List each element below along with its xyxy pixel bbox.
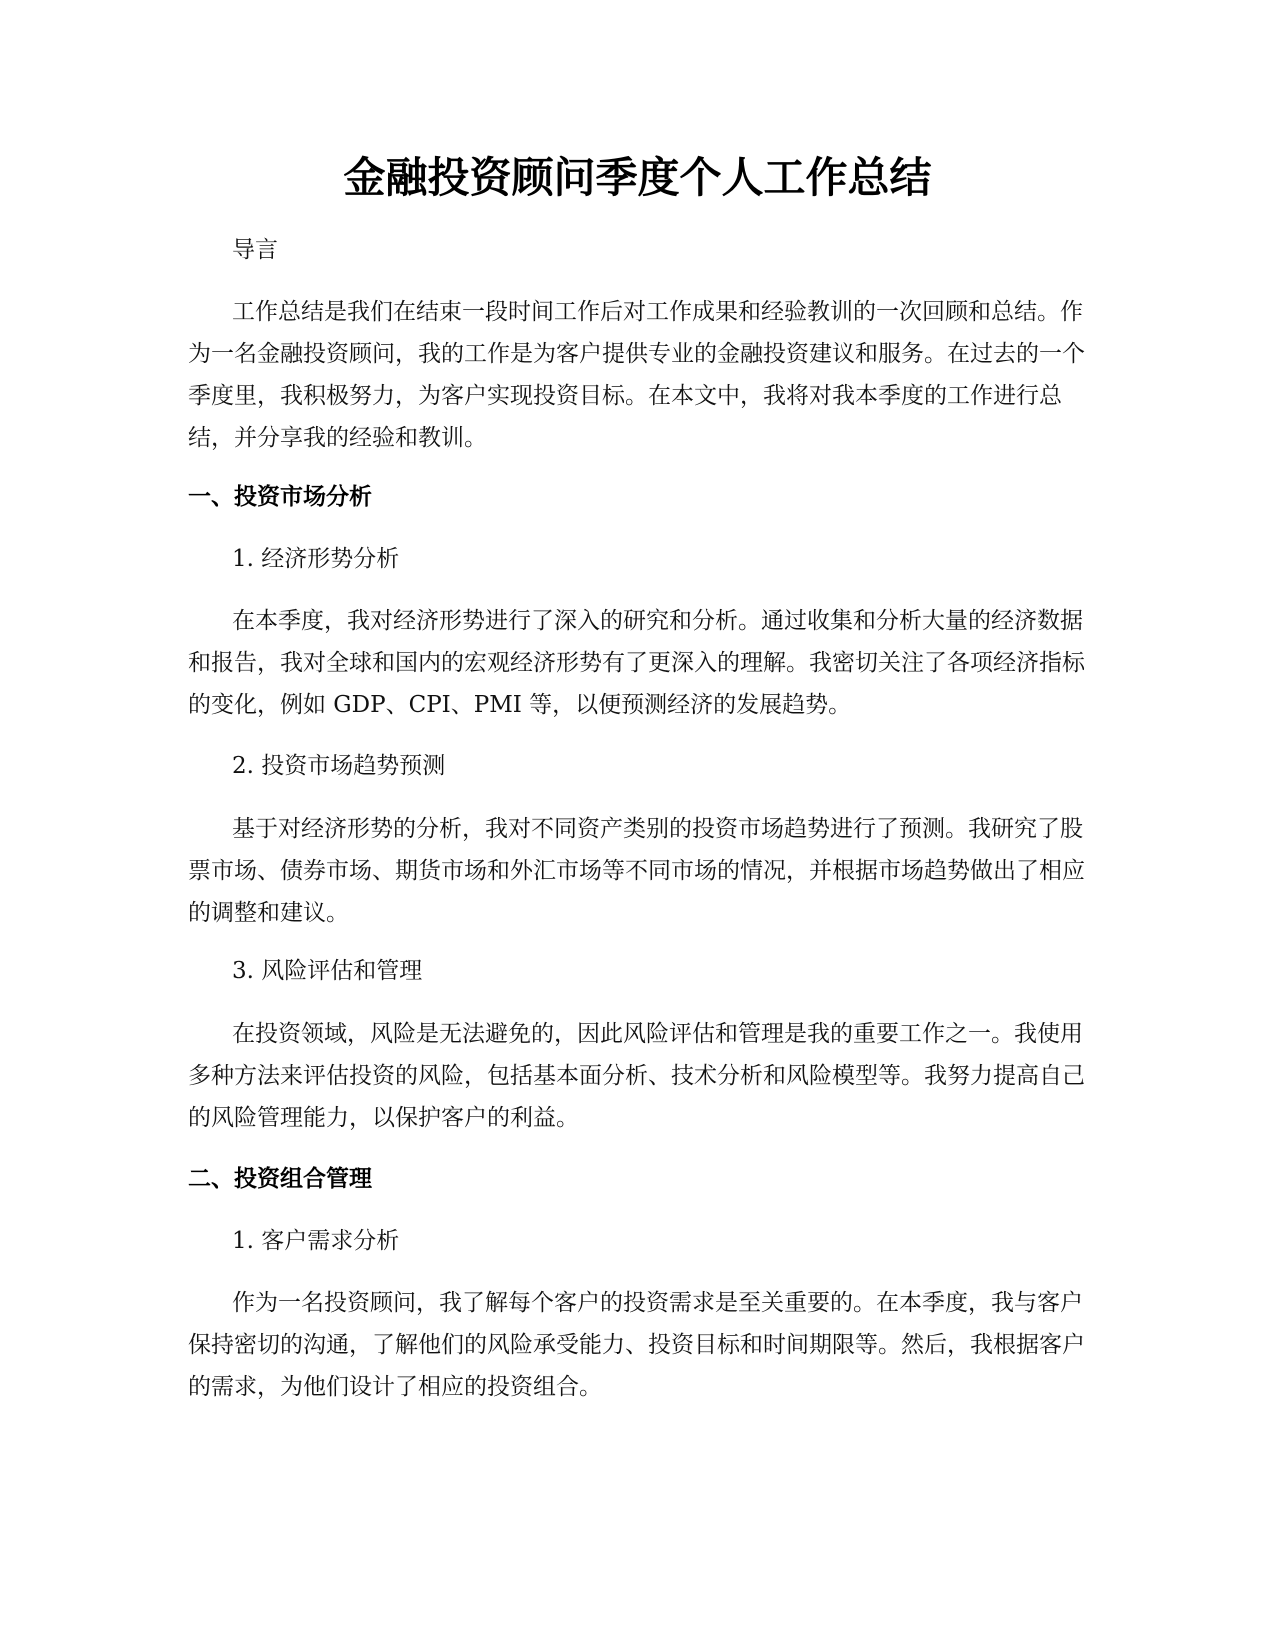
document-title: 金融投资顾问季度个人工作总结 [343,153,932,202]
paragraph-market-trend: 基于对经济形势的分析，我对不同资产类别的投资市场趋势进行了预测。我研究了股票市场、债券市场、期货市场和外汇市场等不同市场的情况，并根据市场趋势做出了相应的调整和建议。 [188,816,1085,926]
subsection-label-risk: 3. 风险评估和管理 [232,958,423,984]
subsection-label-market-trend: 2. 投资市场趋势预测 [232,753,446,779]
intro-label: 导言 [232,237,278,263]
subsection-label-client-needs: 1. 客户需求分析 [232,1228,400,1254]
section-heading-portfolio: 二、投资组合管理 [188,1166,372,1192]
paragraph-economy: 在本季度，我对经济形势进行了深入的研究和分析。通过收集和分析大量的经济数据和报告，我对全球和国内的宏观经济形势有了更深入的理解。我密切关注了各项经济指标的变化，例如 GDP、CPI、PMI 等，以便预测经济的发展趋势。 [188,608,1085,718]
subsection-label-economy: 1. 经济形势分析 [232,546,400,572]
section-heading-market-analysis: 一、投资市场分析 [188,484,372,510]
paragraph-client-needs: 作为一名投资顾问，我了解每个客户的投资需求是至关重要的。在本季度，我与客户保持密切的沟通，了解他们的风险承受能力、投资目标和时间期限等。然后，我根据客户的需求，为他们设计了相应的投资组合。 [188,1290,1085,1400]
paragraph-risk: 在投资领域，风险是无法避免的，因此风险评估和管理是我的重要工作之一。我使用多种方法来评估投资的风险，包括基本面分析、技术分析和风险模型等。我努力提高自己的风险管理能力，以保护客户的利益。 [188,1021,1085,1131]
intro-paragraph: 工作总结是我们在结束一段时间工作后对工作成果和经验教训的一次回顾和总结。作为一名金融投资顾问，我的工作是为客户提供专业的金融投资建议和服务。在过去的一个季度里，我积极努力，为客户实现投资目标。在本文中，我将对我本季度的工作进行总结，并分享我的经验和教训。 [188,299,1085,451]
